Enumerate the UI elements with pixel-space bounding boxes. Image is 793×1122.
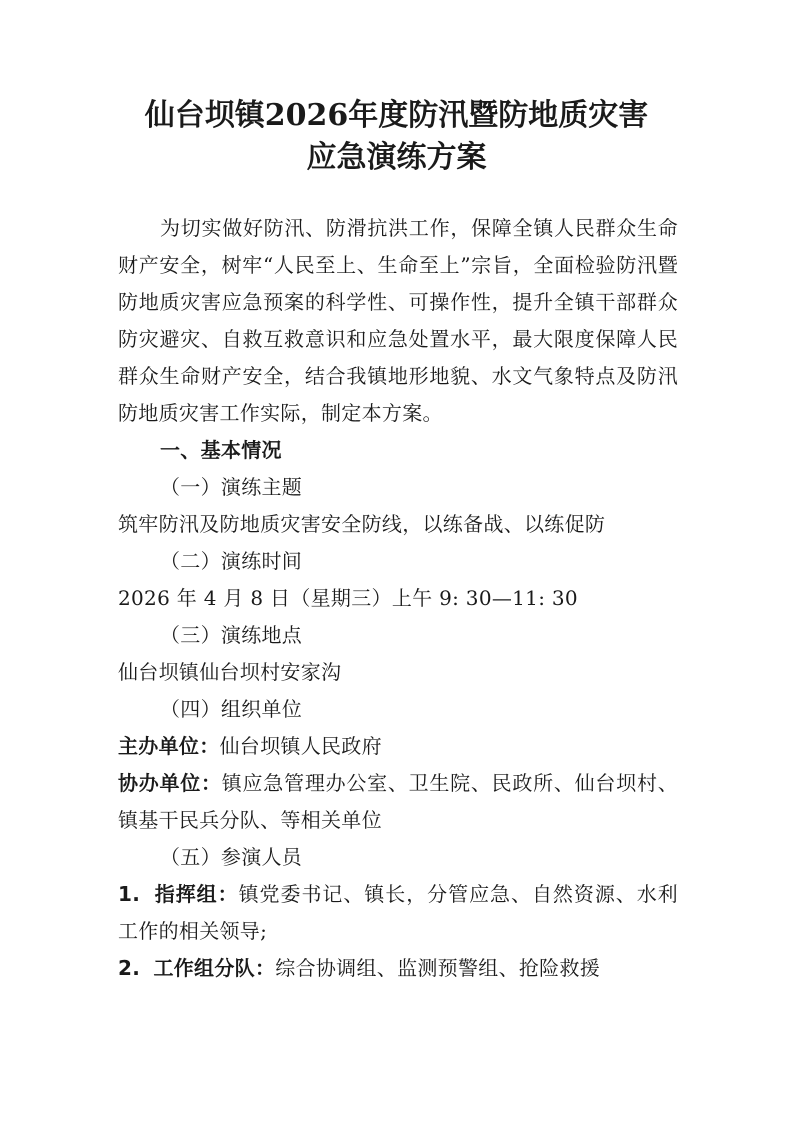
subheading-theme: （一）演练主题 bbox=[160, 475, 303, 499]
co-host-paragraph bbox=[118, 765, 678, 839]
section-heading-basic-info: 一、基本情况 bbox=[160, 438, 282, 462]
theme-text: 筑牢防汛及防地质灾害安全防线，以练备战、以练促防 bbox=[118, 512, 606, 536]
subheading-location: （三）演练地点 bbox=[160, 623, 303, 647]
host-text: 仙台坝镇人民政府 bbox=[219, 734, 382, 758]
co-host-text: 镇应急管理办公室、卫生院、民政所、仙台坝村、镇基干民兵分队、等相关单位 bbox=[118, 771, 679, 832]
item2-number: 2. bbox=[118, 956, 141, 980]
host-line bbox=[118, 728, 678, 765]
location-text: 仙台坝镇仙台坝村安家沟 bbox=[118, 660, 342, 684]
subheading-time: （二）演练时间 bbox=[160, 549, 303, 573]
item2-text: 综合协调组、监测预警组、抢险救援 bbox=[275, 956, 601, 980]
time-text: 2026 年 4 月 8 日（星期三）上午 9: 30—11: 30 bbox=[118, 586, 578, 610]
intro-paragraph: 为切实做好防汛、防滑抗洪工作，保障全镇人民群众生命财产安全，树牢“人民至上、生命至上”宗旨，全面检验防汛暨防地质灾害应急预案的科学性、可操作性，提升全镇干部群众防灾避灾、自救互救意识和应急处置水平，最大限度保障人民群众生命财产安全，结合我镇地形地貌、水文气象特点及防汛防地质灾害工作实际，制定本方案。 bbox=[118, 216, 678, 425]
subheading-participants: （五）参演人员 bbox=[160, 845, 303, 869]
host-label: 主办单位： bbox=[118, 734, 220, 758]
participants-item-1 bbox=[118, 876, 678, 950]
item2-label: 工作组分队： bbox=[153, 956, 276, 980]
document-title-line2: 应急演练方案 bbox=[306, 140, 487, 175]
item1-number: 1. bbox=[118, 882, 141, 906]
participants-item-2 bbox=[118, 950, 678, 987]
item1-label: 指挥组： bbox=[154, 882, 239, 906]
document-body bbox=[118, 210, 678, 987]
item1-text: 镇党委书记、镇长，分管应急、自然资源、水利工作的相关领导; bbox=[118, 882, 678, 943]
document-title-line1: 仙台坝镇2026年度防汛暨防地质灾害 bbox=[144, 98, 649, 133]
subheading-organizers: （四）组织单位 bbox=[160, 697, 303, 721]
co-host-label: 协办单位： bbox=[118, 771, 222, 795]
